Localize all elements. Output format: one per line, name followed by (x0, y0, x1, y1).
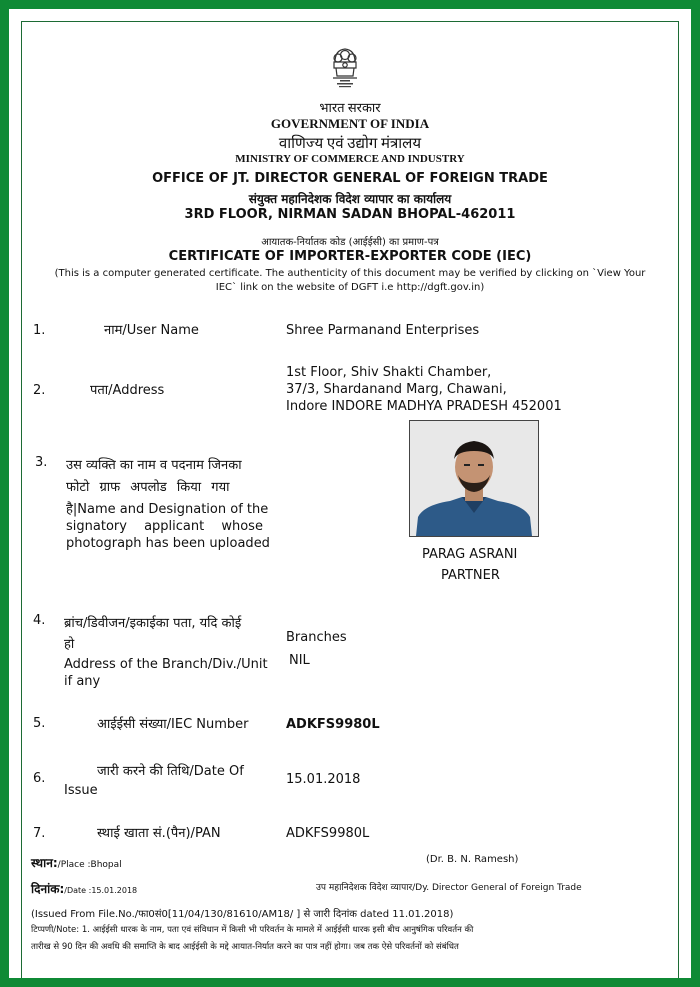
branch-label-line2: हो (64, 637, 75, 652)
date-value: /Date :15.01.2018 (64, 886, 138, 895)
address-value-line3: Indore INDORE MADHYA PRADESH 452001 (286, 399, 562, 414)
note-line1: टिप्पणी/Note: 1. आईईसी धारक के नाम, पता एवं संविधान में किसी भी परिवर्तन के मामले में आईईसी धारक इसी बीच आनुषंगिक परिवर्तन की (31, 925, 474, 935)
hindi-office-name: संयुक्त महानिदेशक विदेश व्यापार का कार्यालय (248, 192, 452, 206)
pan-value: ADKFS9980L (286, 826, 370, 841)
signer-designation: उप महानिदेशक विदेश व्यापार/Dy. Director General of Foreign Trade (316, 883, 582, 893)
date-field (31, 878, 137, 897)
iec-number-label: आईईसी संख्या/IEC Number (97, 717, 249, 732)
office-address: 3RD FLOOR, NIRMAN SADAN BHOPAL-462011 (184, 207, 516, 222)
address-value-line1: 1st Floor, Shiv Shakti Chamber, (286, 365, 492, 380)
note-line2: तारीख से 90 दिन की अवधि की समाप्ति के बाद आईईसी के मद्दे आयात-निर्यात करने का पात्र नहीं होगा। जब तक ऐसे परिवर्तनों को संबंधित (31, 942, 459, 952)
hindi-certificate-title: आयातक-निर्यातक कोड (आईईसी) का प्रमाण-पत्र (261, 237, 439, 248)
item-number: 7. (33, 826, 46, 841)
branch-label-line4: if any (64, 674, 101, 689)
hindi-government: भारत सरकार (319, 100, 381, 115)
address-value-line2: 37/3, Shardanand Marg, Chawani, (286, 382, 507, 397)
signatory-label-line4: signatory applicant whose (66, 519, 263, 534)
place-hindi-label: स्थान: (31, 856, 58, 870)
national-emblem-icon (325, 44, 365, 96)
ministry-name: MINISTRY OF COMMERCE AND INDUSTRY (235, 153, 465, 165)
item-number: 4. (33, 613, 46, 628)
branch-value: Branches (286, 630, 347, 645)
government-of-india: GOVERNMENT OF INDIA (270, 116, 430, 131)
address-label: पता/Address (90, 383, 165, 398)
item-number: 1. (33, 323, 46, 338)
item-number: 6. (33, 771, 46, 786)
user-name-label: नाम/User Name (104, 323, 199, 338)
signer-name: (Dr. B. N. Ramesh) (426, 854, 519, 865)
signatory-label-line3: है|Name and Designation of the (66, 502, 269, 517)
certificate-title: CERTIFICATE OF IMPORTER-EXPORTER CODE (IEC) (168, 249, 532, 264)
signatory-name: PARAG ASRANI (422, 547, 518, 562)
issue-date-value: 15.01.2018 (286, 772, 361, 787)
date-hindi-label: दिनांक: (31, 882, 65, 896)
user-name-value: Shree Parmanand Enterprises (286, 323, 480, 338)
item-number: 5. (33, 716, 46, 731)
signatory-label-line5: photograph has been uploaded (66, 536, 270, 551)
iec-number-value: ADKFS9980L (286, 717, 380, 732)
place-value: /Place :Bhopal (57, 860, 122, 870)
signatory-label-line2: फोटो ग्राफ अपलोड किया गया (66, 480, 230, 495)
person-photo-icon (410, 421, 538, 536)
hindi-ministry: वाणिज्य एवं उद्योग मंत्रालय (278, 136, 422, 152)
issued-from-file: (Issued From File.No./फा0सं0[11/04/130/81610/AM18/ ] से जारी दिनांक dated 11.01.2018) (31, 909, 454, 920)
branch-label-line1: ब्रांच/डिवीजन/इकाईका पता, यदि कोई (64, 616, 242, 631)
item-number: 3. (35, 455, 48, 470)
issue-date-label-line1: जारी करने की तिथि/Date Of (97, 764, 244, 779)
branch-label-line3: Address of the Branch/Div./Unit (64, 657, 268, 672)
branch-nil-value: NIL (289, 653, 310, 668)
signatory-label-line1: उस व्यक्ति का नाम व पदनाम जिनका (66, 458, 242, 473)
verification-note-line2: IEC` link on the website of DGFT i.e http://dgft.gov.in) (215, 282, 485, 293)
verification-note-line1: (This is a computer generated certificate. The authenticity of this document may be verified by clicking on `View Your (54, 268, 646, 279)
issue-date-label-line2: Issue (64, 783, 98, 798)
office-name: OFFICE OF JT. DIRECTOR GENERAL OF FOREIGN TRADE (152, 171, 548, 186)
place-field (31, 852, 122, 871)
signatory-designation: PARTNER (441, 568, 500, 583)
pan-label: स्थाई खाता सं.(पैन)/PAN (97, 826, 221, 841)
signatory-photo (409, 420, 539, 537)
item-number: 2. (33, 383, 46, 398)
